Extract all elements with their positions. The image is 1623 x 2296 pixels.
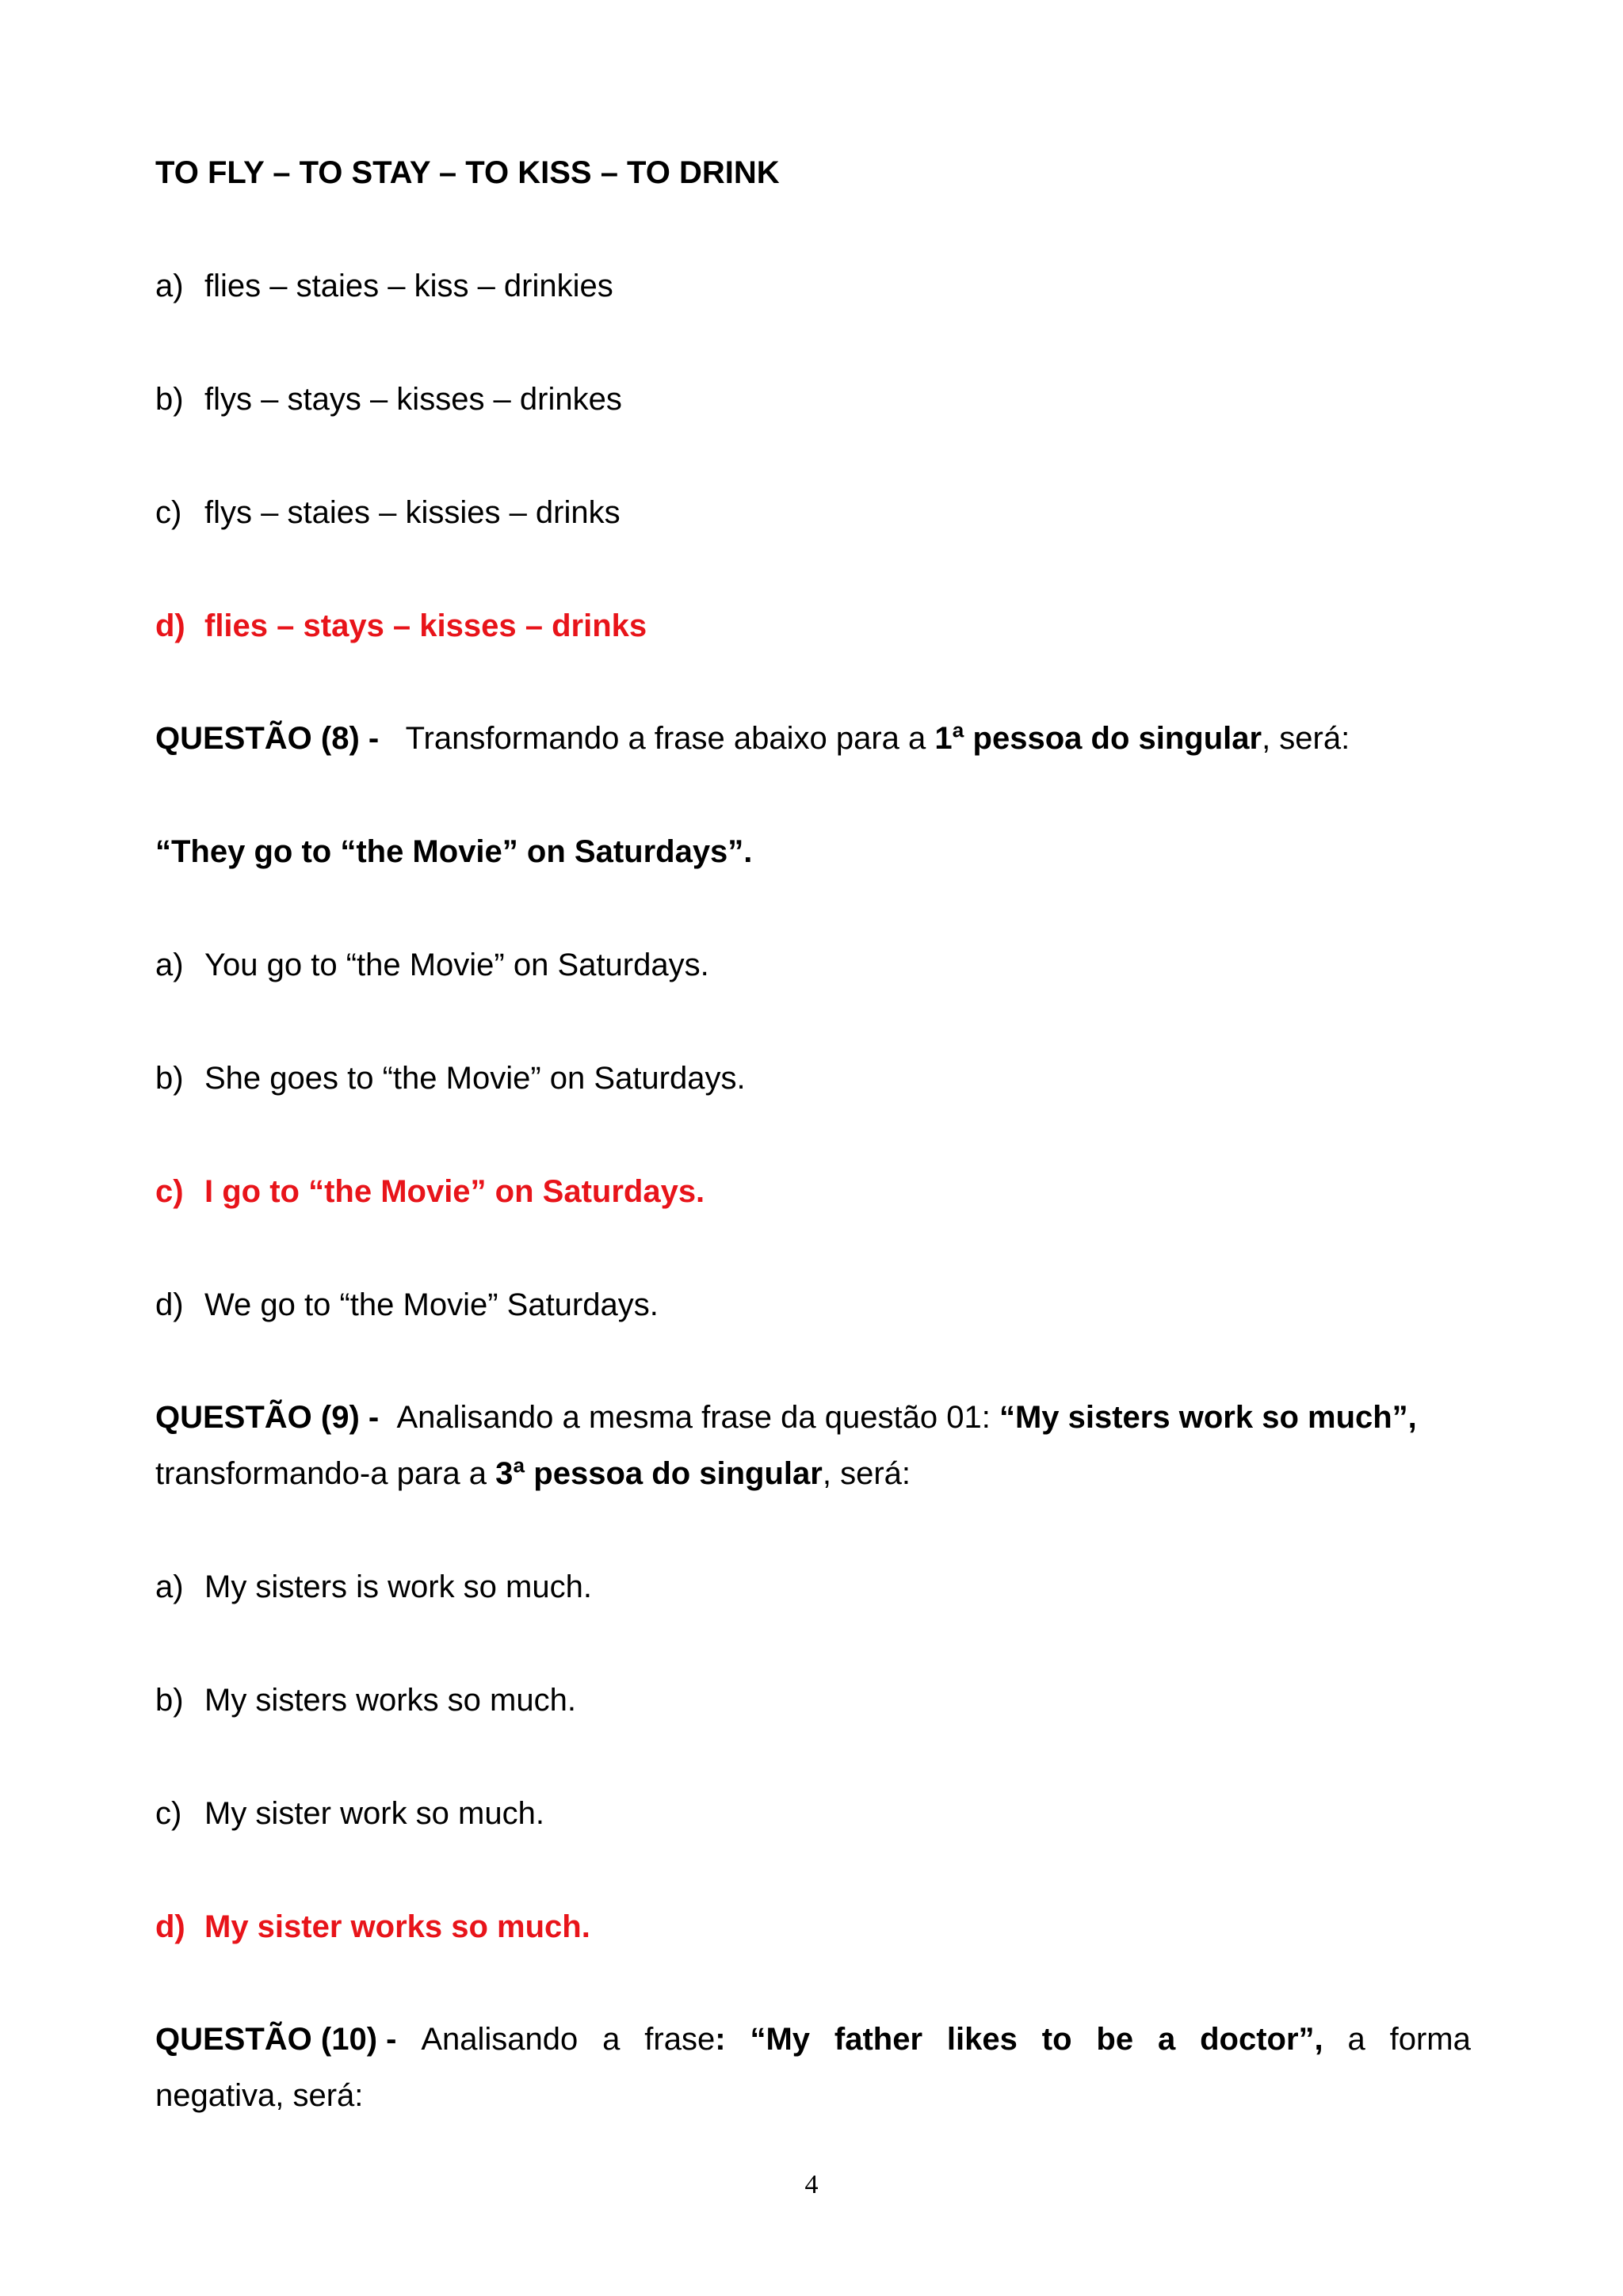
- sentence-word: father: [834, 2022, 923, 2057]
- question-text: Transformando a frase abaixo para a: [405, 721, 926, 756]
- option-mark: a): [155, 1569, 184, 1604]
- sentence-word: “My: [750, 2022, 811, 2057]
- option-text: You go to “the Movie” on Saturdays.: [204, 948, 709, 982]
- option-text: My sister works so much.: [204, 1909, 590, 1944]
- q8-option-c-correct: [155, 1173, 705, 1211]
- q9-option-b: [155, 1681, 576, 1719]
- option-text: My sisters is work so much.: [204, 1569, 592, 1604]
- option-text: I go to “the Movie” on Saturdays.: [204, 1174, 705, 1209]
- question-label: QUESTÃO (9) -: [155, 1400, 380, 1435]
- question-text-end: , será:: [822, 1456, 911, 1491]
- option-text: My sisters works so much.: [204, 1683, 576, 1718]
- question-term: 3ª pessoa do singular: [495, 1456, 823, 1491]
- q7-option-d-correct: [155, 607, 647, 645]
- option-text: flies – staies – kiss – drinkies: [204, 269, 613, 303]
- q7-header: TO FLY – TO STAY – TO KISS – TO DRINK: [155, 155, 780, 190]
- option-mark: b): [155, 1683, 184, 1718]
- question-sentence: “My sisters work so much”,: [999, 1400, 1417, 1435]
- question-word: forma: [1389, 2022, 1471, 2057]
- q9-option-c: [155, 1794, 544, 1833]
- option-mark: d): [155, 1287, 184, 1322]
- option-text: She goes to “the Movie” on Saturdays.: [204, 1061, 746, 1096]
- option-text: flys – staies – kissies – drinks: [204, 495, 621, 530]
- sentence-word: a: [1157, 2022, 1176, 2057]
- question-word: a: [602, 2022, 621, 2057]
- option-text: We go to “the Movie” Saturdays.: [204, 1287, 659, 1322]
- q8-option-a: [155, 946, 709, 984]
- q10-prompt: [155, 2020, 1471, 2058]
- option-mark: d): [155, 608, 185, 643]
- option-mark: b): [155, 1061, 184, 1096]
- option-mark: a): [155, 948, 184, 982]
- question-text: transformando-a para a: [155, 1456, 487, 1491]
- question-label: QUESTÃO (10) -: [155, 2022, 397, 2057]
- option-text: flies – stays – kisses – drinks: [204, 608, 647, 643]
- option-mark: c): [155, 1174, 184, 1209]
- q9-option-d-correct: [155, 1908, 590, 1946]
- option-mark: c): [155, 1796, 182, 1831]
- sentence-word: likes: [946, 2022, 1018, 2057]
- option-text: flys – stays – kisses – drinkes: [204, 382, 622, 417]
- q8-option-d: [155, 1286, 659, 1324]
- sentence-word: to: [1041, 2022, 1072, 2057]
- sentence-word: be: [1096, 2022, 1134, 2057]
- q7-option-c: [155, 494, 621, 532]
- q7-option-b: [155, 380, 622, 418]
- q9-prompt: [155, 1398, 1417, 1436]
- q9-option-a: [155, 1568, 592, 1606]
- q8-sentence: “They go to “the Movie” on Saturdays”.: [155, 834, 753, 869]
- q10-prompt-line2: negativa, será:: [155, 2078, 364, 2113]
- question-label: QUESTÃO (8) -: [155, 721, 380, 756]
- page-number: 4: [804, 2170, 819, 2199]
- question-word: a: [1347, 2022, 1365, 2057]
- option-mark: d): [155, 1909, 185, 1944]
- question-text-end: , será:: [1262, 721, 1350, 756]
- question-term: 1ª pessoa do singular: [934, 721, 1262, 756]
- q8-option-b: [155, 1059, 746, 1097]
- question-word: frase:: [644, 2022, 726, 2057]
- option-mark: a): [155, 269, 184, 303]
- option-mark: c): [155, 495, 182, 530]
- option-text: My sister work so much.: [204, 1796, 544, 1831]
- q9-prompt-line2: [155, 1455, 911, 1493]
- q8-prompt: [155, 719, 1350, 757]
- q7-option-a: [155, 267, 613, 305]
- question-word: Analisando: [421, 2022, 579, 2057]
- option-mark: b): [155, 382, 184, 417]
- sentence-word: doctor”,: [1200, 2022, 1323, 2057]
- question-text: Analisando a mesma frase da questão 01:: [396, 1400, 991, 1435]
